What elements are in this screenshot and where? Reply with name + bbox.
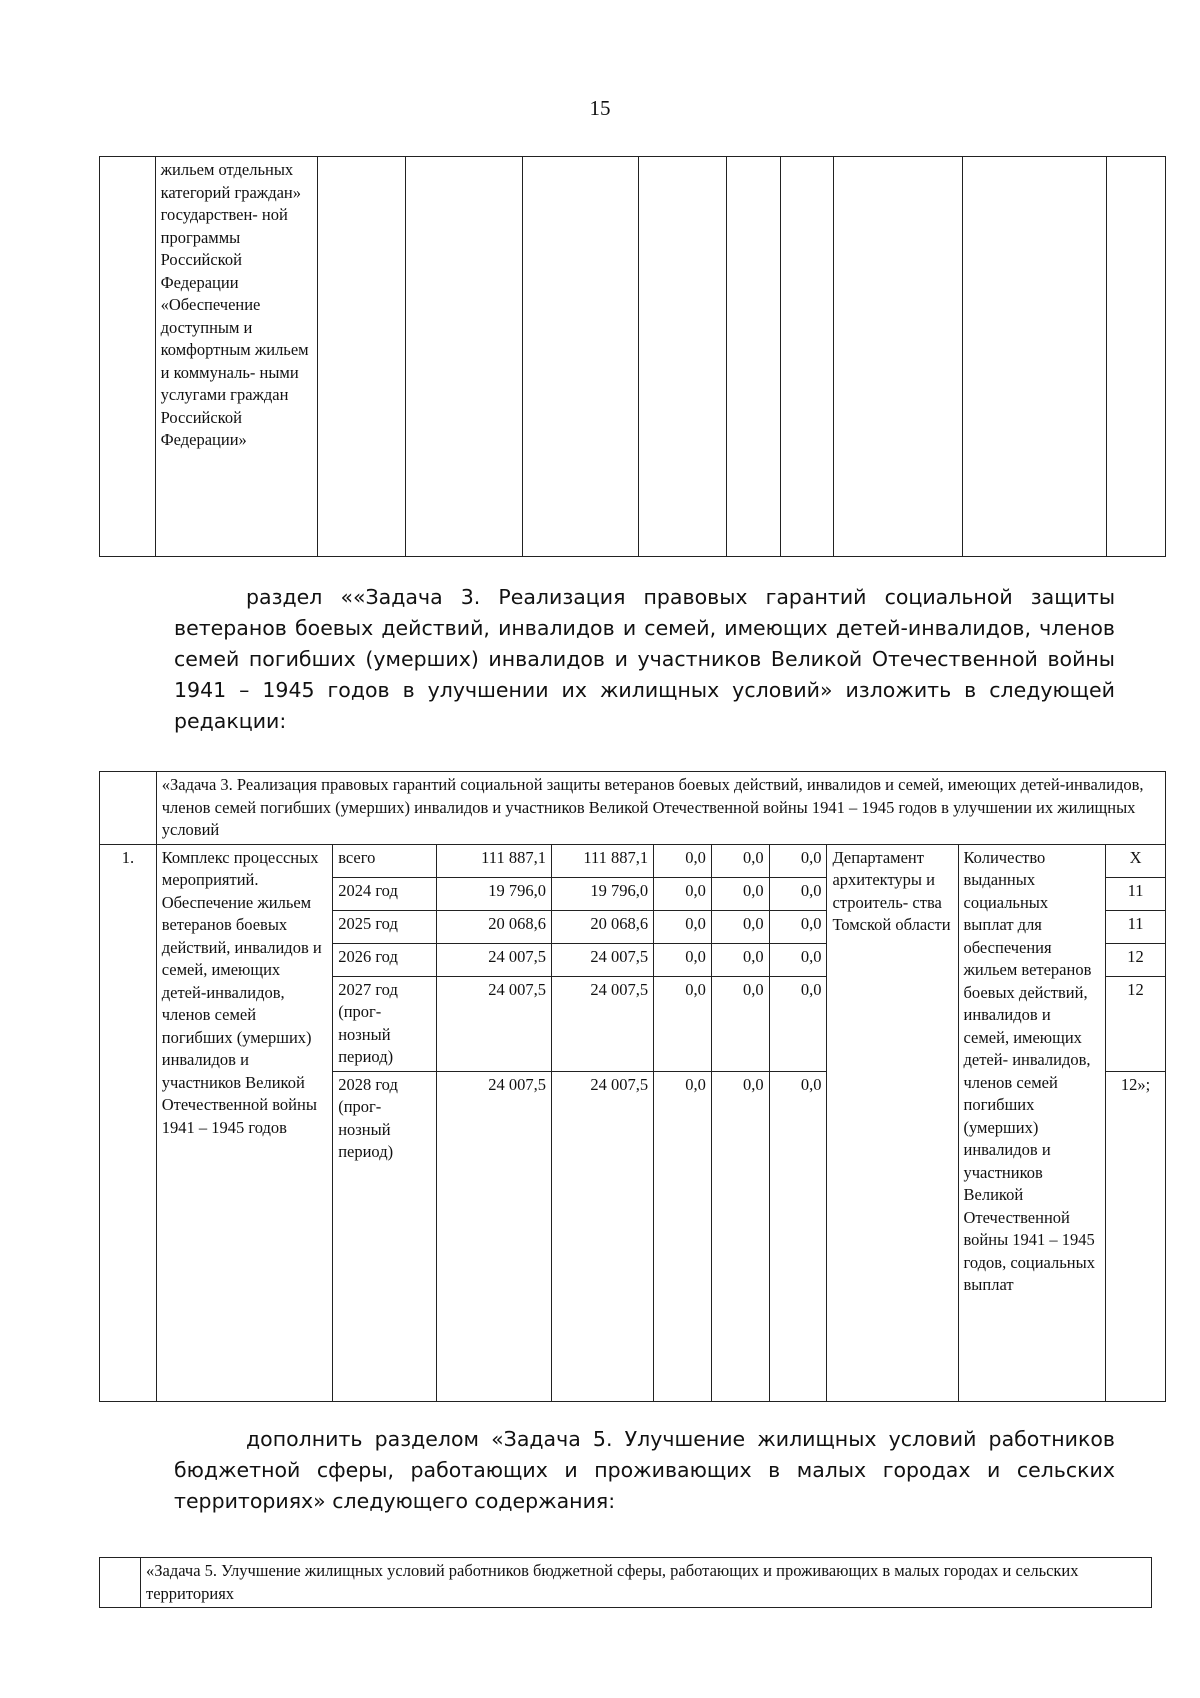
total-cell: 111 887,1 [437, 844, 552, 877]
table-cell [100, 1558, 141, 1608]
task3-header: «Задача 3. Реализация правовых гарантий социальной защиты ветеранов боевых действий, инвалидов и семей, имеющих детей-инвалидов, членов семей погибших (умерших) инвалидов и участников Великой Отечественной войны 1941 – 1945 годов в улучшении их жилищных условий [156, 772, 1165, 845]
value-cell: 0,0 [711, 910, 769, 943]
value-cell: 0,0 [711, 877, 769, 910]
continuation-table [99, 156, 1166, 557]
period-cell: 2024 год [333, 877, 437, 910]
value-cell: 0,0 [769, 943, 827, 976]
value-cell: 0,0 [769, 877, 827, 910]
task5-table [99, 1557, 1152, 1608]
indicator-cell: Количество выданных социальных выплат для обеспечения жильем ветеранов боевых действий, инвалидов и семей, имеющих детей- инвалидов, членов семей погибших (умерших) инвалидов и участников Великой Отечественной войны 1941 – 1945 годов, социальных выплат [958, 844, 1106, 1401]
value-cell: 0,0 [769, 910, 827, 943]
table-cell [780, 157, 834, 557]
fed-cell: 19 796,0 [551, 877, 653, 910]
period-cell: всего [333, 844, 437, 877]
value-cell: 0,0 [711, 844, 769, 877]
target-cell: X [1106, 844, 1166, 877]
activity-name: Комплекс процессных мероприятий. Обеспечение жильем ветеранов боевых действий, инвалидов и семей, имеющих детей-инвалидов, членов семей погибших (умерших) инвалидов и участников Великой Отечественной войны 1941 – 1945 годов [156, 844, 332, 1401]
table-cell [962, 157, 1107, 557]
value-cell: 0,0 [654, 1071, 712, 1401]
total-cell: 24 007,5 [437, 943, 552, 976]
value-cell: 0,0 [654, 910, 712, 943]
table-cell [1107, 157, 1166, 557]
target-cell: 12 [1106, 976, 1166, 1071]
table-cell [100, 157, 156, 557]
fed-cell: 24 007,5 [551, 976, 653, 1071]
row-number: 1. [100, 844, 157, 1401]
task5-header: «Задача 5. Улучшение жилищных условий работников бюджетной сферы, работающих и проживающих в малых городах и сельских территориях [141, 1558, 1152, 1608]
program-name-cell: жильем отдельных категорий граждан» государствен- ной программы Российской Федерации «Обеспечение доступным и комфортным жильем и коммуналь- ными услугами граждан Российской Федерации» [155, 157, 318, 557]
period-cell: 2025 год [333, 910, 437, 943]
value-cell: 0,0 [769, 844, 827, 877]
period-cell: 2028 год (прог- нозный период) [333, 1071, 437, 1401]
table-cell [639, 157, 727, 557]
paragraph-task5: дополнить разделом «Задача 5. Улучшение жилищных условий работников бюджетной сферы, работающих и проживающих в малых городах и сельских территориях» следующего содержания: [174, 1427, 1115, 1513]
responsible-cell: Департамент архитектуры и строитель- ства Томской области [827, 844, 958, 1401]
target-cell: 12 [1106, 943, 1166, 976]
table-cell [727, 157, 781, 557]
table-cell [318, 157, 406, 557]
page-number: 15 [589, 96, 611, 120]
total-cell: 24 007,5 [437, 1071, 552, 1401]
target-cell: 11 [1106, 910, 1166, 943]
table-cell [834, 157, 962, 557]
value-cell: 0,0 [769, 1071, 827, 1401]
target-cell: 12»; [1106, 1071, 1166, 1401]
fed-cell: 20 068,6 [551, 910, 653, 943]
paragraph-task3: раздел ««Задача 3. Реализация правовых гарантий социальной защиты ветеранов боевых действий, инвалидов и семей, имеющих детей-инвалидов, членов семей погибших (умерших) инвалидов и участников Великой Отечественной войны 1941 – 1945 годов в улучшении их жилищных условий» изложить в следующей редакции: [174, 585, 1115, 733]
table-cell [522, 157, 638, 557]
value-cell: 0,0 [711, 1071, 769, 1401]
fed-cell: 24 007,5 [551, 943, 653, 976]
period-cell: 2026 год [333, 943, 437, 976]
table-cell [100, 772, 157, 845]
table-cell [406, 157, 522, 557]
value-cell: 0,0 [654, 844, 712, 877]
value-cell: 0,0 [654, 877, 712, 910]
task3-table [99, 771, 1166, 1402]
value-cell: 0,0 [654, 943, 712, 976]
fed-cell: 24 007,5 [551, 1071, 653, 1401]
total-cell: 20 068,6 [437, 910, 552, 943]
value-cell: 0,0 [654, 976, 712, 1071]
fed-cell: 111 887,1 [551, 844, 653, 877]
value-cell: 0,0 [711, 943, 769, 976]
period-cell: 2027 год (прог- нозный период) [333, 976, 437, 1071]
total-cell: 19 796,0 [437, 877, 552, 910]
value-cell: 0,0 [711, 976, 769, 1071]
value-cell: 0,0 [769, 976, 827, 1071]
target-cell: 11 [1106, 877, 1166, 910]
total-cell: 24 007,5 [437, 976, 552, 1071]
